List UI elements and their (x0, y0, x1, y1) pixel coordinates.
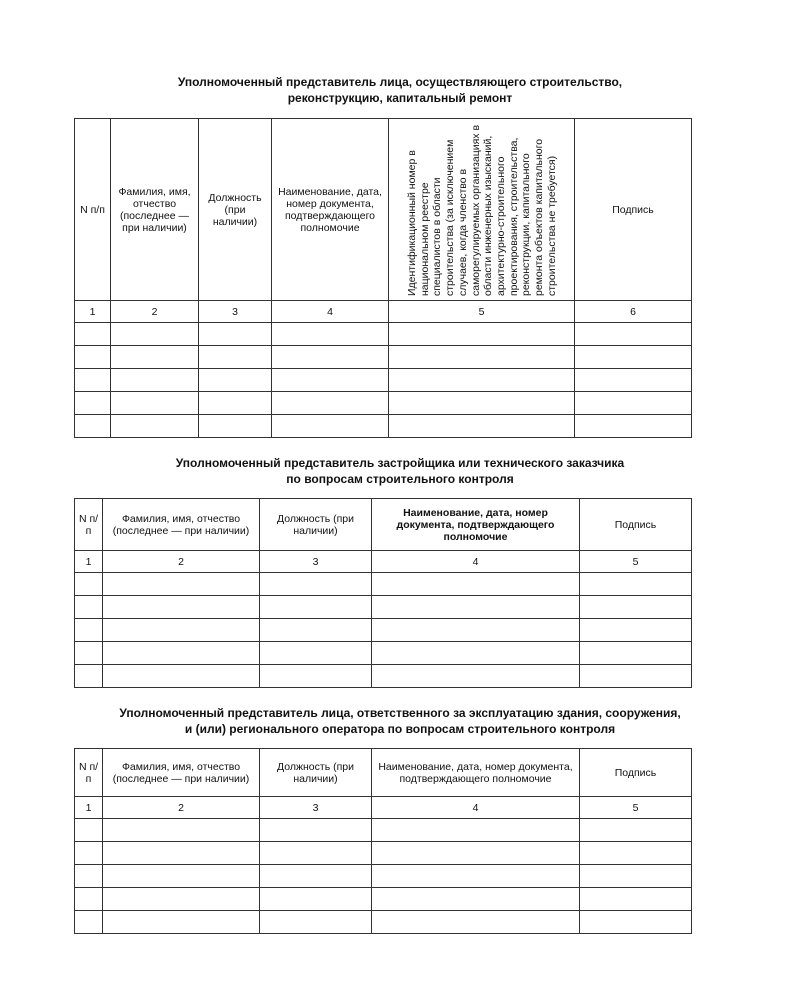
table-cell[interactable] (372, 911, 580, 934)
table-cell[interactable] (372, 842, 580, 865)
column-number-3: 3 (260, 797, 372, 819)
table-cell[interactable] (75, 573, 103, 596)
table-cell[interactable] (580, 888, 692, 911)
table-cell[interactable] (260, 865, 372, 888)
table-cell[interactable] (103, 596, 260, 619)
table-row (75, 842, 692, 865)
table-cell[interactable] (75, 619, 103, 642)
header-position: Должность (при наличии) (260, 499, 372, 551)
table-cell[interactable] (75, 865, 103, 888)
section-2-title-line-1: Уполномоченный представитель застройщика или технического заказчика (175, 456, 625, 470)
table-cell[interactable] (272, 392, 389, 415)
table-row (75, 415, 692, 438)
table-cell[interactable] (260, 819, 372, 842)
section-3-title-line-2: и (или) регионального оператора по вопросам строительного контроля (184, 722, 616, 736)
header-signature: Подпись (580, 749, 692, 797)
column-number-row (75, 797, 692, 819)
table-cell[interactable] (111, 346, 199, 369)
table-cell[interactable] (103, 642, 260, 665)
table-contractor-representative (74, 118, 692, 438)
table-row (75, 865, 692, 888)
header-signature: Подпись (580, 499, 692, 551)
header-position: Должность (при наличии) (260, 749, 372, 797)
table-cell[interactable] (575, 346, 692, 369)
section-2-title-line-2: по вопросам строительного контроля (286, 472, 514, 486)
table-row (75, 888, 692, 911)
table-cell[interactable] (103, 842, 260, 865)
table-cell[interactable] (199, 392, 272, 415)
table-cell[interactable] (272, 415, 389, 438)
table-cell[interactable] (75, 665, 103, 688)
header-number: N п/п (75, 499, 103, 551)
column-number-2: 2 (103, 551, 260, 573)
table-cell[interactable] (103, 819, 260, 842)
table-cell[interactable] (111, 415, 199, 438)
section-3-title-line-1: Уполномоченный представитель лица, ответственного за эксплуатацию здания, сооружения, (119, 706, 681, 720)
table-cell[interactable] (103, 911, 260, 934)
header-full-name: Фамилия, имя, отчество (последнее — при наличии) (103, 749, 260, 797)
table-cell[interactable] (372, 865, 580, 888)
header-registry-id: Идентификационный номер в национальном реестре специалистов в области строительства (за исключением случаев, когда членство в саморегулируемых организациях в области инженерных изысканий, архитектурно-строительного проектирования, строительства, реконструкции, капитального ремонта объектов капитального строительства не требуется) (405, 124, 558, 296)
table-row (75, 619, 692, 642)
table-cell[interactable] (575, 392, 692, 415)
header-authority-document: Наименование, дата, номер документа, подтверждающего полномочие (372, 499, 580, 551)
table-cell[interactable] (580, 573, 692, 596)
table-cell[interactable] (580, 665, 692, 688)
table-row (75, 642, 692, 665)
table-cell[interactable] (389, 323, 575, 346)
table-cell[interactable] (580, 911, 692, 934)
table-cell[interactable] (199, 415, 272, 438)
table-cell[interactable] (75, 596, 103, 619)
table-cell[interactable] (199, 323, 272, 346)
table-row (75, 392, 692, 415)
table-cell[interactable] (75, 819, 103, 842)
section-3-title (0, 705, 800, 737)
table-cell[interactable] (372, 665, 580, 688)
table-cell[interactable] (103, 865, 260, 888)
table-cell[interactable] (260, 911, 372, 934)
table-cell[interactable] (260, 619, 372, 642)
table-cell[interactable] (389, 392, 575, 415)
section-1-title (0, 74, 800, 106)
table-cell[interactable] (75, 842, 103, 865)
table-cell[interactable] (575, 415, 692, 438)
section-1-title-line-2: реконструкцию, капитальный ремонт (287, 91, 513, 105)
column-number-row (75, 551, 692, 573)
table-cell[interactable] (260, 665, 372, 688)
table-cell[interactable] (272, 369, 389, 392)
table-cell[interactable] (372, 888, 580, 911)
table-cell[interactable] (260, 596, 372, 619)
table-cell[interactable] (111, 369, 199, 392)
column-number-2: 2 (103, 797, 260, 819)
column-number-5: 5 (580, 551, 692, 573)
table-cell[interactable] (272, 323, 389, 346)
column-number-3: 3 (260, 551, 372, 573)
column-number-4: 4 (372, 551, 580, 573)
table-cell[interactable] (111, 323, 199, 346)
table-cell[interactable] (199, 369, 272, 392)
header-number: N п/п (75, 119, 111, 301)
table-row (75, 346, 692, 369)
table-cell[interactable] (75, 323, 111, 346)
table-header-row (75, 749, 692, 797)
column-number-1: 1 (75, 797, 103, 819)
table-cell[interactable] (75, 911, 103, 934)
table-cell[interactable] (260, 842, 372, 865)
table-cell[interactable] (372, 573, 580, 596)
table-cell[interactable] (580, 819, 692, 842)
column-number-1: 1 (75, 301, 111, 323)
table-cell[interactable] (75, 369, 111, 392)
table-cell[interactable] (372, 619, 580, 642)
column-number-5: 5 (389, 301, 575, 323)
table-cell[interactable] (580, 842, 692, 865)
table-cell[interactable] (372, 596, 580, 619)
table-cell[interactable] (75, 888, 103, 911)
table-cell[interactable] (575, 323, 692, 346)
column-number-6: 6 (575, 301, 692, 323)
table-cell[interactable] (260, 888, 372, 911)
table-cell[interactable] (575, 369, 692, 392)
table-cell[interactable] (260, 642, 372, 665)
header-full-name: Фамилия, имя, отчество (последнее — при наличии) (111, 119, 199, 301)
header-full-name: Фамилия, имя, отчество (последнее — при наличии) (103, 499, 260, 551)
column-number-3: 3 (199, 301, 272, 323)
table-cell[interactable] (580, 596, 692, 619)
table-cell[interactable] (75, 415, 111, 438)
table-cell[interactable] (389, 369, 575, 392)
table-cell[interactable] (75, 642, 103, 665)
table-cell[interactable] (389, 415, 575, 438)
column-number-2: 2 (111, 301, 199, 323)
header-authority-document: Наименование, дата, номер документа, подтверждающего полномочие (372, 749, 580, 797)
header-signature: Подпись (575, 119, 692, 301)
table-row (75, 819, 692, 842)
table-developer-representative (74, 498, 692, 688)
section-1-title-line-1: Уполномоченный представитель лица, осуществляющего строительство, (177, 75, 623, 89)
table-cell[interactable] (389, 346, 575, 369)
table-cell[interactable] (103, 888, 260, 911)
table-cell[interactable] (103, 573, 260, 596)
table-cell[interactable] (103, 619, 260, 642)
table-row (75, 369, 692, 392)
table-row (75, 911, 692, 934)
table-cell[interactable] (260, 573, 372, 596)
table-cell[interactable] (272, 346, 389, 369)
table-row (75, 665, 692, 688)
column-number-row (75, 301, 692, 323)
table-row (75, 323, 692, 346)
table-cell[interactable] (372, 819, 580, 842)
table-cell[interactable] (199, 346, 272, 369)
table-cell[interactable] (111, 392, 199, 415)
table-cell[interactable] (75, 346, 111, 369)
table-cell[interactable] (103, 665, 260, 688)
section-2-title (0, 455, 800, 487)
table-row (75, 573, 692, 596)
header-registry-id-cell (389, 119, 575, 301)
column-number-4: 4 (372, 797, 580, 819)
table-cell[interactable] (372, 642, 580, 665)
header-position: Должность (при наличии) (199, 119, 272, 301)
column-number-4: 4 (272, 301, 389, 323)
table-cell[interactable] (75, 392, 111, 415)
table-cell[interactable] (580, 642, 692, 665)
table-header-row (75, 499, 692, 551)
header-number: N п/п (75, 749, 103, 797)
table-header-row (75, 119, 692, 301)
table-cell[interactable] (580, 619, 692, 642)
table-cell[interactable] (580, 865, 692, 888)
table-operator-representative (74, 748, 692, 934)
header-authority-document: Наименование, дата, номер документа, подтверждающего полномочие (272, 119, 389, 301)
column-number-1: 1 (75, 551, 103, 573)
table-row (75, 596, 692, 619)
column-number-5: 5 (580, 797, 692, 819)
